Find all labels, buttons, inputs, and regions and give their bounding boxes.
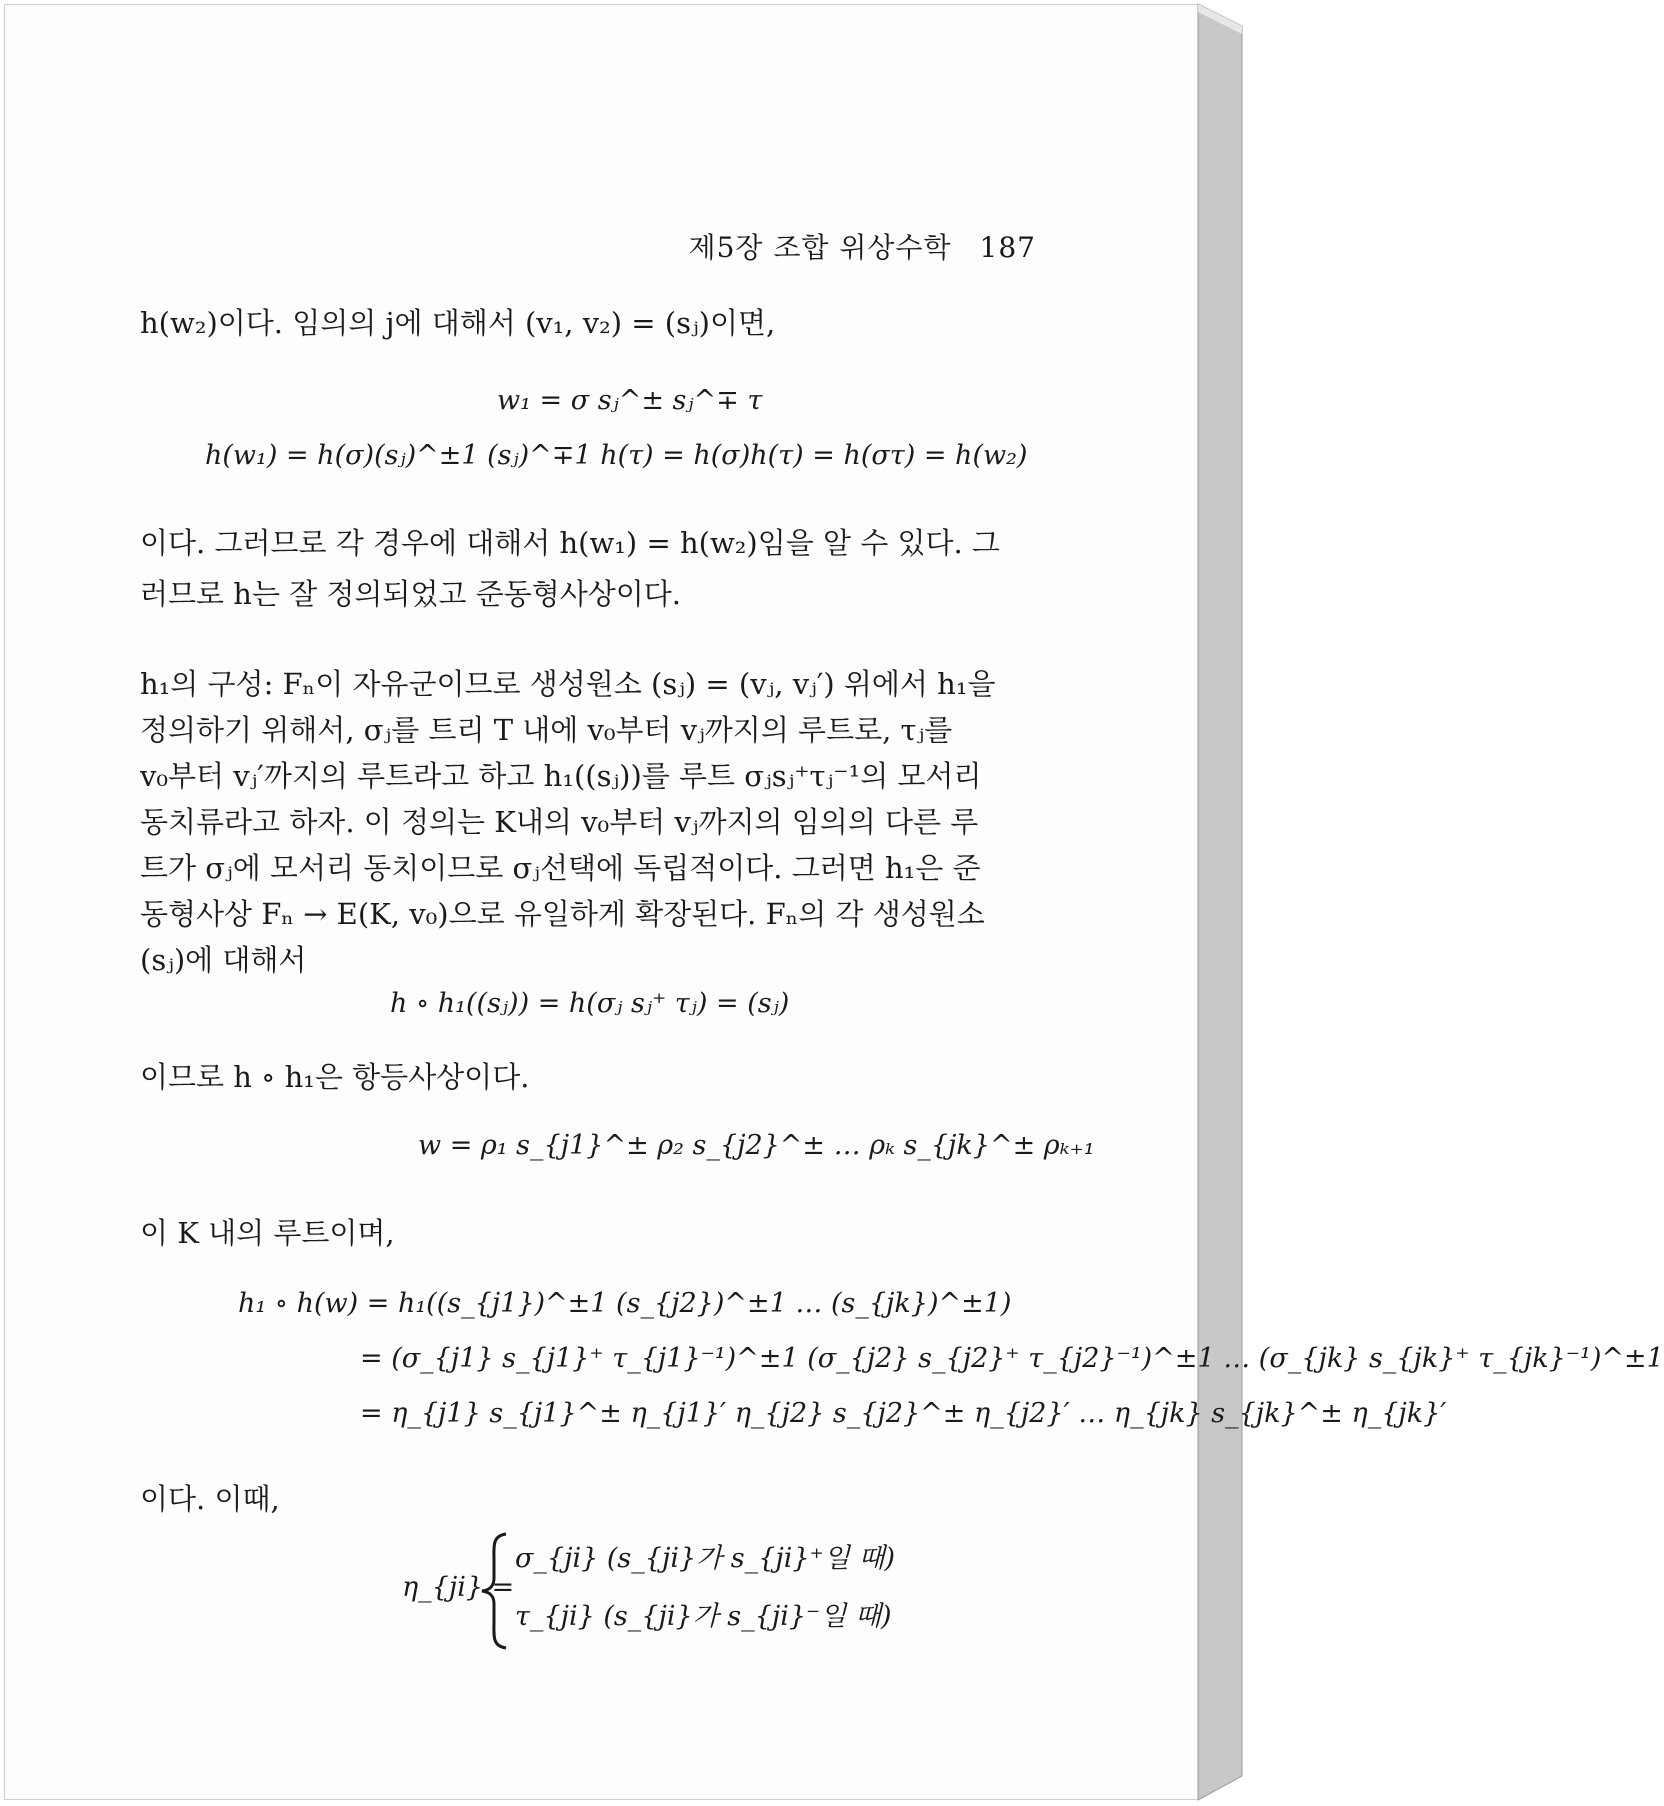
left-brace (480, 1532, 510, 1650)
equation-2: h ∘ h₁((sⱼ)) = h(σⱼ sⱼ⁺ τⱼ) = (sⱼ) (390, 988, 790, 1019)
paragraph-3-line-6: 동형사상 Fₙ → E(K, v₀)으로 유일하게 확장된다. Fₙ의 각 생성원소 (140, 897, 985, 931)
equation-3: w = ρ₁ s_{j1}^± ρ₂ s_{j2}^± … ρₖ s_{jk}^± ρₖ₊₁ (418, 1130, 1095, 1161)
paragraph-3-line-1: h₁의 구성: Fₙ이 자유군이므로 생성원소 (sⱼ) = (vⱼ, vⱼ′) 위에서 h₁을 (140, 667, 996, 701)
paragraph-3-line-2: 정의하기 위해서, σⱼ를 트리 T 내에 v₀부터 vⱼ까지의 루트로, τⱼ를 (140, 713, 953, 747)
equation-5-case-2: τ_{ji} (s_{ji}가 s_{ji}⁻일 때) (515, 1601, 892, 1632)
paragraph-3-line-7: (sⱼ)에 대해서 (140, 943, 307, 977)
chapter-title: 제5장 조합 위상수학 (688, 231, 952, 264)
equation-5-case-1: σ_{ji} (s_{ji}가 s_{ji}⁺일 때) (515, 1543, 896, 1574)
equation-5-lhs: η_{ji} = (402, 1572, 515, 1603)
running-header (689, 226, 1036, 266)
equation-1-line-1: w₁ = σ sⱼ^± sⱼ^∓ τ (497, 385, 763, 416)
paragraph-3-line-4: 동치류라고 하자. 이 정의는 K내의 v₀부터 vⱼ까지의 임의의 다른 루 (140, 805, 979, 839)
equation-4-line-1: h₁ ∘ h(w) = h₁((s_{j1})^±1 (s_{j2})^±1 … (s_{jk})^±1) (238, 1288, 1012, 1319)
page-number: 187 (979, 231, 1036, 264)
book-spine (1198, 4, 1246, 1800)
paragraph-3-line-3: v₀부터 vⱼ′까지의 루트라고 하고 h₁((sⱼ))를 루트 σⱼsⱼ⁺τⱼ⁻¹의 모서리 (140, 759, 982, 793)
equation-4-line-2: = (σ_{j1} s_{j1}⁺ τ_{j1}⁻¹)^±1 (σ_{j2} s_{j2}⁺ τ_{j2}⁻¹)^±1 … (σ_{jk} s_{jk}⁺ τ_{jk}⁻¹)^±1 (360, 1343, 1664, 1374)
paragraph-1: h(w₂)이다. 임의의 j에 대해서 (v₁, v₂) = (sⱼ)이면, (140, 306, 776, 340)
equation-4-line-3: = η_{j1} s_{j1}^± η_{j1}′ η_{j2} s_{j2}^± η_{j2}′ … η_{jk} s_{jk}^± η_{jk}′ (360, 1398, 1447, 1429)
paragraph-5: 이 K 내의 루트이며, (140, 1216, 395, 1250)
paragraph-3-line-5: 트가 σⱼ에 모서리 동치이므로 σⱼ선택에 독립적이다. 그러면 h₁은 준 (140, 851, 981, 885)
paragraph-2-line-2: 러므로 h는 잘 정의되었고 준동형사상이다. (140, 577, 682, 611)
paragraph-2-line-1: 이다. 그러므로 각 경우에 대해서 h(w₁) = h(w₂)임을 알 수 있다. 그 (140, 526, 1000, 560)
paragraph-6: 이다. 이때, (140, 1482, 280, 1516)
paragraph-4: 이므로 h ∘ h₁은 항등사상이다. (140, 1060, 530, 1094)
equation-1-line-2: h(w₁) = h(σ)(sⱼ)^±1 (sⱼ)^∓1 h(τ) = h(σ)h(τ) = h(στ) = h(w₂) (205, 440, 1028, 471)
